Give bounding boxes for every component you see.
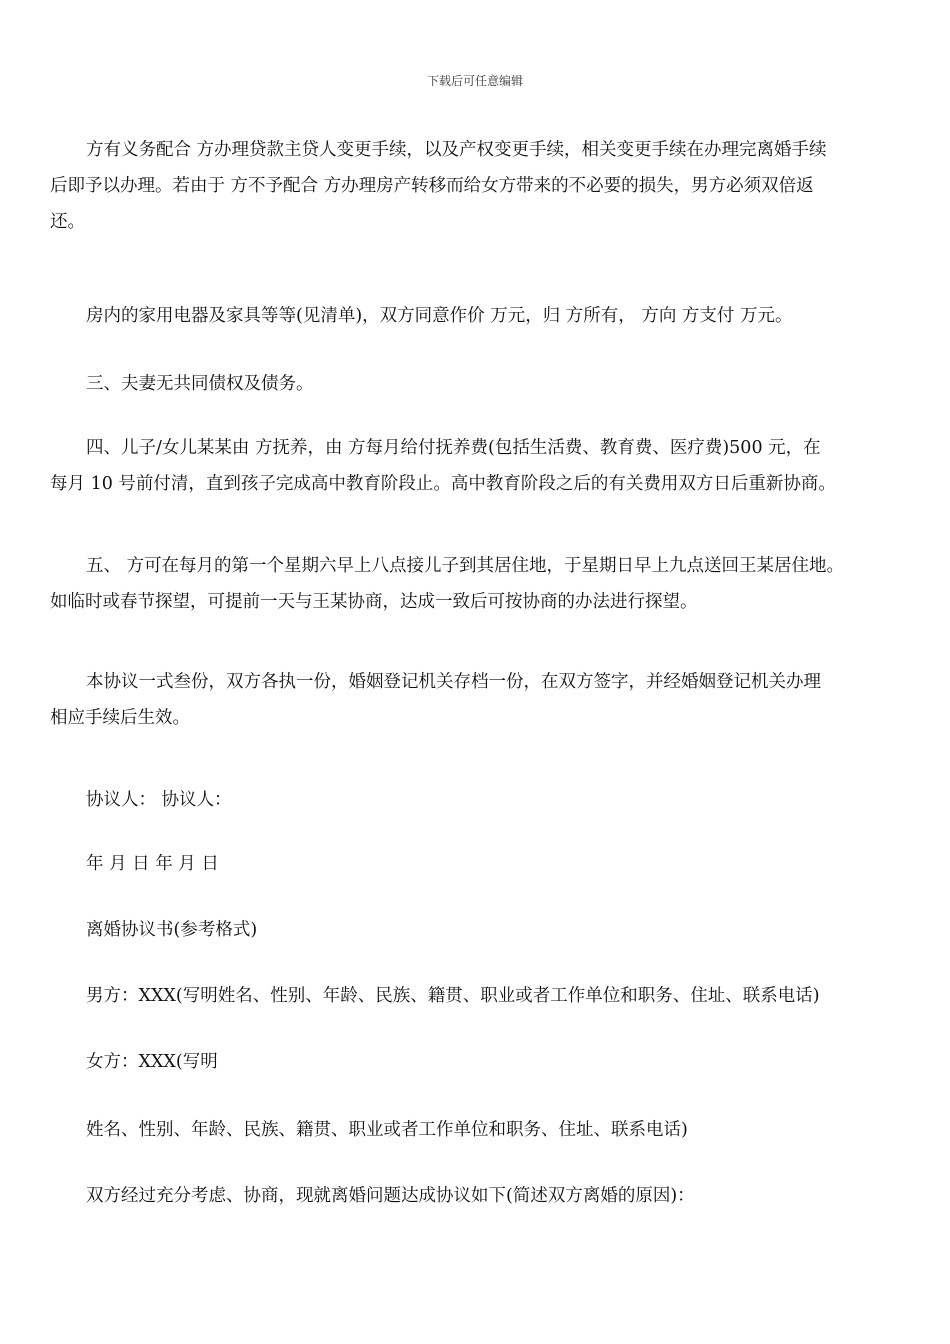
text-line: 相应手续后生效。 [50,708,190,728]
date-line [50,846,910,882]
paragraph-husband [50,978,910,1014]
text-line: 本协议一式叁份，双方各执一份，婚姻登记机关存档一份，在双方签字，并经婚姻登记机关办理 [86,672,821,692]
paragraph-agreement-intro [50,1178,910,1214]
text-line: 四、儿子/女儿某某由 方抚养，由 方每月给付抚养费(包括生活费、教育费、医疗费)500 元，在 [86,438,821,458]
text-line: 协议人： 协议人： [86,790,232,810]
paragraph-debts [50,366,910,402]
text-line: 方有义务配合 方办理贷款主贷人变更手续，以及产权变更手续，相关变更手续在办理完离婚手续 [86,140,827,160]
text-line: 每月 10 号前付清，直到孩子完成高中教育阶段止。高中教育阶段之后的有关费用双方日后重新协商。 [50,474,836,494]
paragraph-copies [50,664,910,736]
text-line: 姓名、性别、年龄、民族、籍贯、职业或者工作单位和职务、住址、联系电话) [86,1120,688,1140]
paragraph-wife [50,1044,910,1080]
text-line: 双方经过充分考虑、协商，现就离婚问题达成协议如下(简述双方离婚的原因)： [86,1186,695,1206]
text-line: 五、 方可在每月的第一个星期六早上八点接儿子到其居住地，于星期日早上九点送回王某居住地。 [86,556,845,576]
text-line: 后即予以办理。若由于 方不予配合 方办理房产转移而给女方带来的不必要的损失，男方必须双倍返 [50,176,814,196]
page-header: 下载后可任意编辑 [426,74,523,88]
paragraph-property-transfer [50,132,910,240]
text-line: 如临时或春节探望，可提前一天与王某协商，达成一致后可按协商的办法进行探望。 [50,592,698,612]
text-line: 三、夫妻无共同债权及债务。 [86,374,314,394]
paragraph-child-support [50,430,910,502]
text-line: 年 月 日 年 月 日 [86,854,219,874]
text-line: 女方：XXX(写明 [86,1052,218,1072]
section-title [50,912,910,948]
signature-line [50,782,910,818]
text-line: 还。 [50,212,85,232]
paragraph-appliances [50,298,910,334]
paragraph-visitation [50,548,910,620]
paragraph-wife-details [50,1112,910,1148]
text-line: 男方：XXX(写明姓名、性别、年龄、民族、籍贯、职业或者工作单位和职务、住址、联系电话) [86,986,820,1006]
text-line: 离婚协议书(参考格式) [86,920,258,940]
text-line: 房内的家用电器及家具等等(见清单)，双方同意作价 万元，归 方所有， 方向 方支付 万元。 [86,306,793,326]
